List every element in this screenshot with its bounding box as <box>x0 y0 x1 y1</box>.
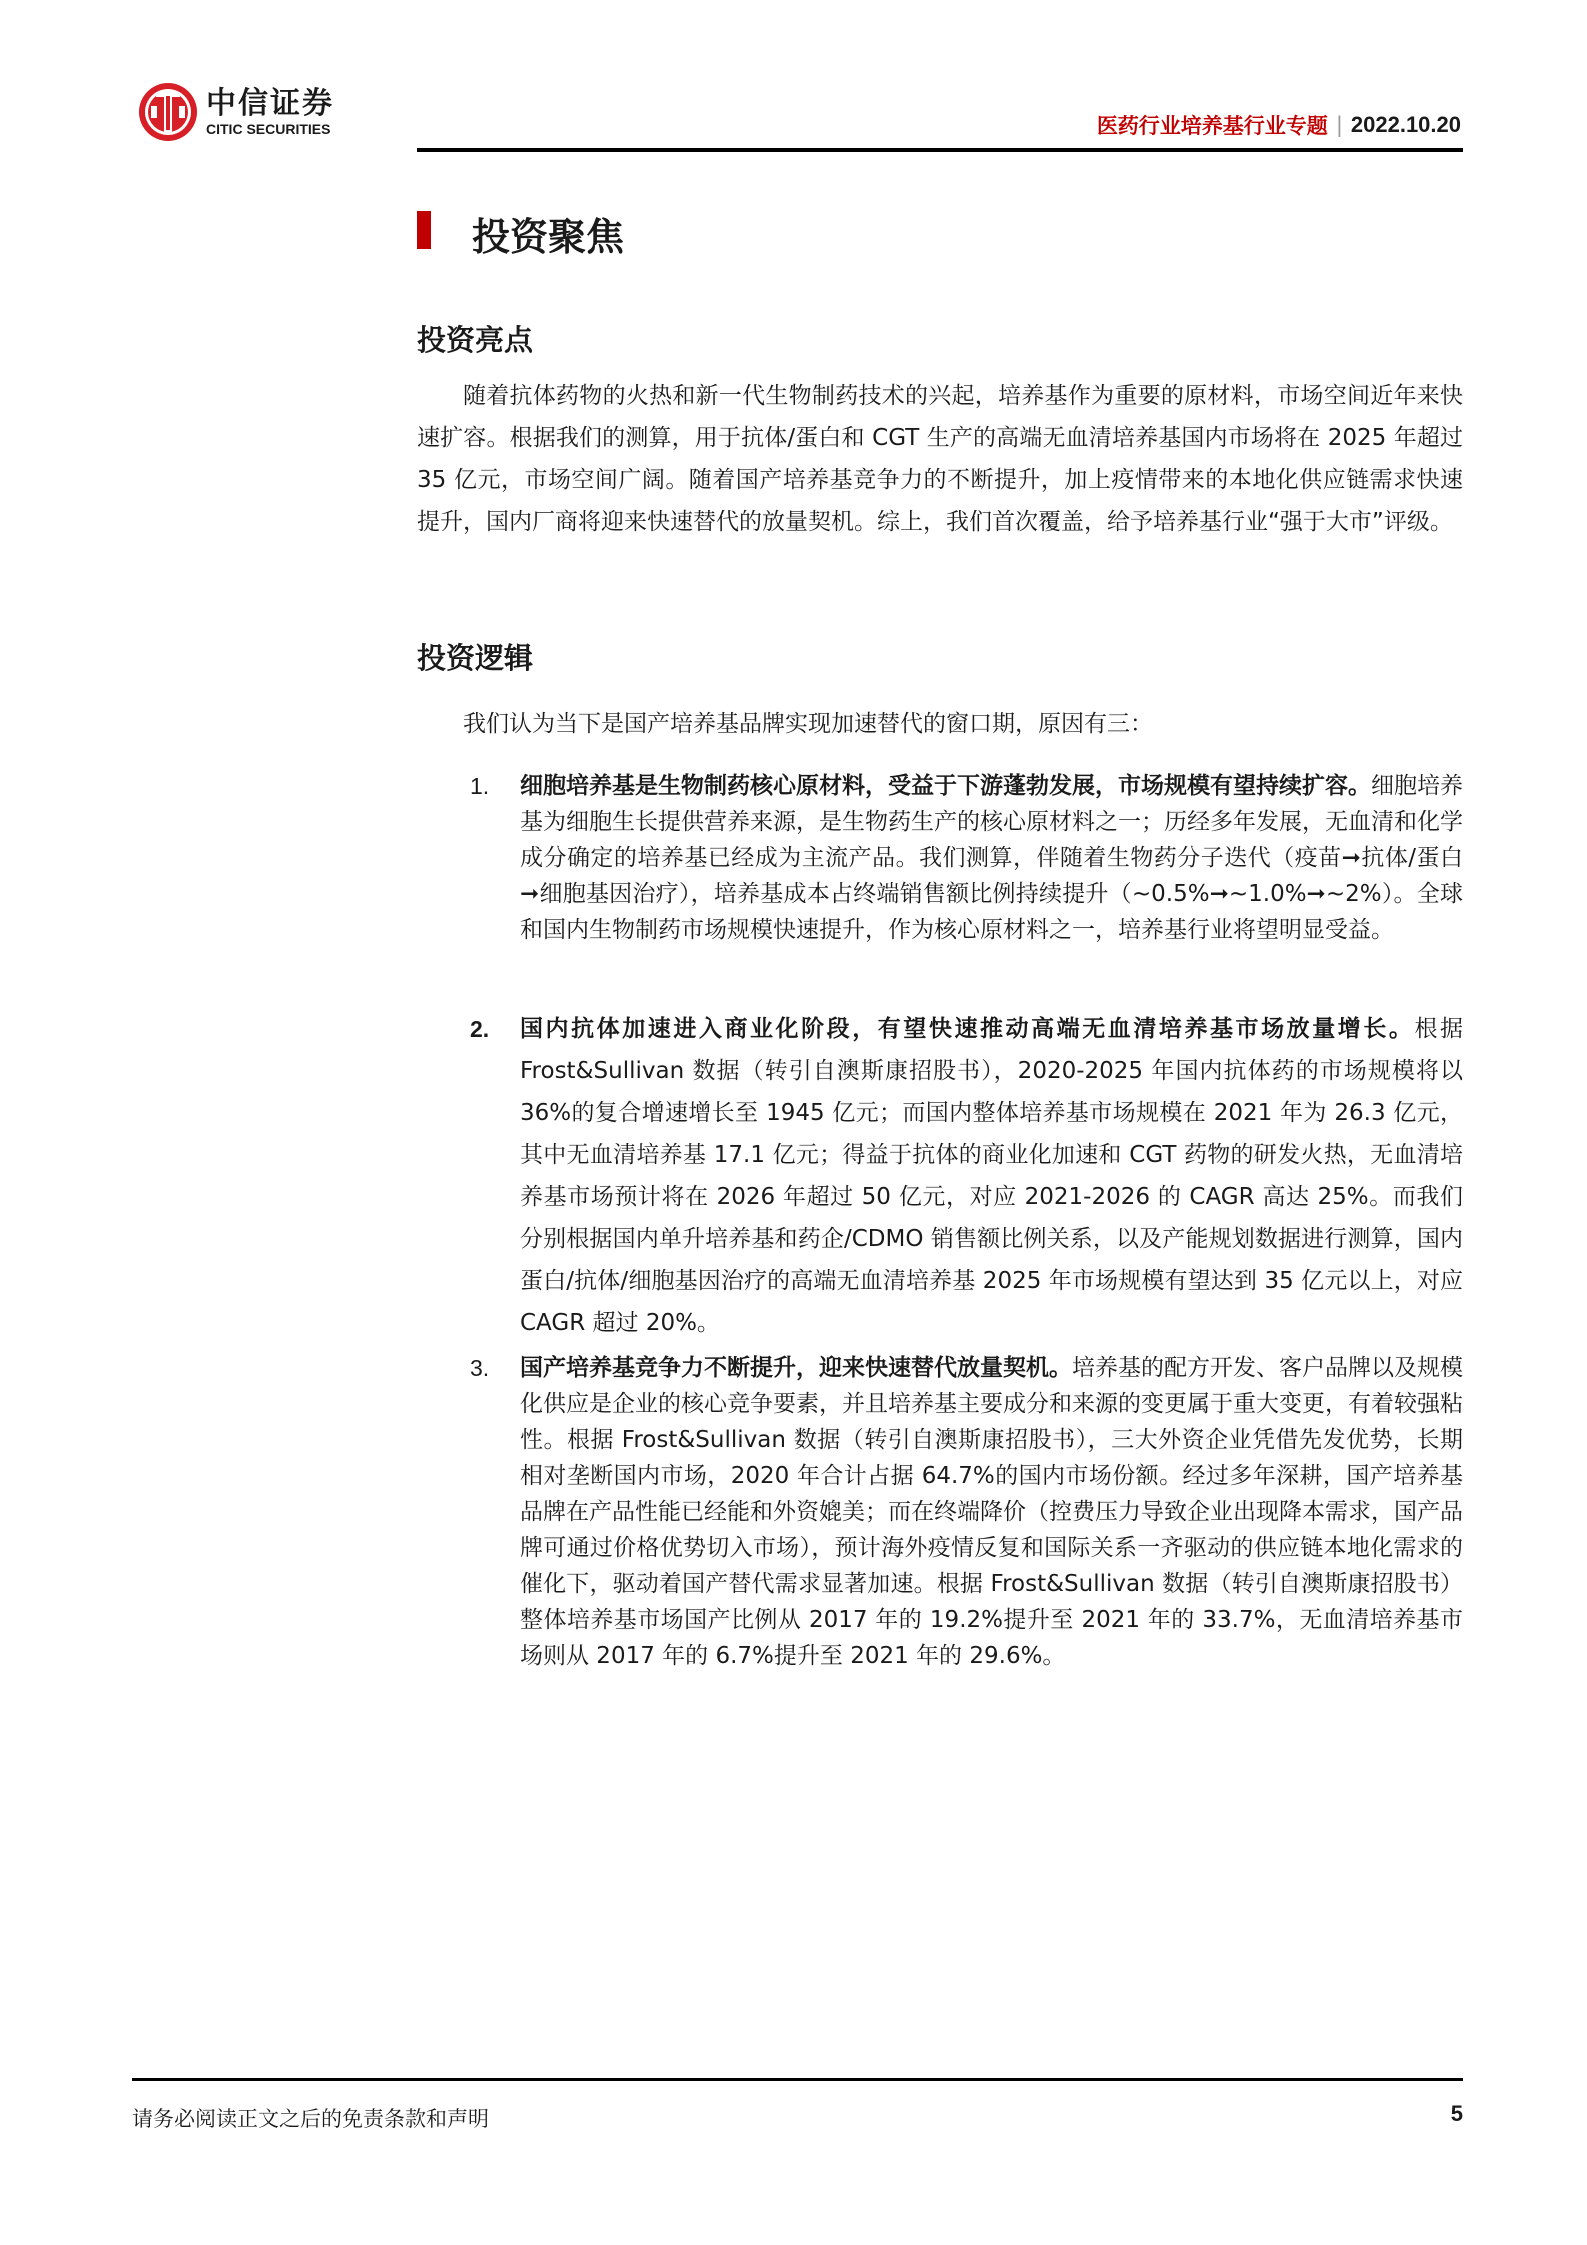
list-body: 细胞培养基为细胞生长提供营养来源，是生物药生产的核心原材料之一；历经多年发展，无血清和化学成分确定的培养基已经成为主流产品。我们测算，伴随着生物药分子迭代（疫苗➞抗体/蛋白➞细胞基因治疗），培养基成本占终端销售额比例持续提升（~0.5%➞~1.0%➞~2%）。全球和国内生物制药市场规模快速提升，作为核心原材料之一，培养基行业将望明显受益。 <box>520 773 1463 943</box>
header-divider <box>417 148 1463 152</box>
list-body: 培养基的配方开发、客户品牌以及规模化供应是企业的核心竞争要素，并且培养基主要成分和来源的变更属于重大变更，有着较强粘性。根据 Frost&Sullivan 数据（转引自澳斯康招股书），三大外资企业凭借先发优势，长期相对垄断国内市场，2020 年合计占据 64.7%的国内市场份额。经过多年深耕，国产培养基品牌在产品性能已经能和外资媲美；而在终端降价（控费压力导致企业出现降本需求，国产品牌可通过价格优势切入市场），预计海外疫情反复和国际关系一齐驱动的供应链本地化需求的催化下，驱动着国产替代需求显著加速。根据 Frost&Sullivan 数据（转引自澳斯康招股书）整体培养基市场国产比例从 2017 年的 19.2%提升至 2021 年的 33.7%，无血清培养基市场则从 2017 年的 6.7%提升至 2021 年的 29.6%。 <box>520 1355 1463 1669</box>
list-number: 3. <box>470 1355 490 1381</box>
list-item <box>470 1008 1463 1344</box>
highlights-heading: 投资亮点 <box>417 323 534 357</box>
list-item <box>470 1350 1463 1674</box>
list-lead: 细胞培养基是生物制药核心原材料，受益于下游蓬勃发展，市场规模有望持续扩容。 <box>520 773 1371 799</box>
disclaimer-notice: 请务必阅读正文之后的免责条款和声明 <box>132 2107 489 2131</box>
list-lead: 国内抗体加速进入商业化阶段，有望快速推动高端无血清培养基市场放量增长。 <box>520 1016 1415 1042</box>
page-number: 5 <box>1450 2101 1463 2126</box>
logo-chinese-name: 中信证券 <box>206 86 334 121</box>
logo-english-name: CITIC SECURITIES <box>206 121 331 137</box>
logic-intro: 我们认为当下是国产培养基品牌实现加速替代的窗口期，原因有三： <box>463 711 1153 737</box>
citic-logo-icon <box>138 82 198 142</box>
report-header <box>1097 110 1461 140</box>
list-number: 2. <box>470 1016 490 1042</box>
list-number: 1. <box>470 773 490 799</box>
footer-divider <box>132 2078 1463 2081</box>
list-lead: 国产培养基竞争力不断提升，迎来快速替代放量契机。 <box>520 1355 1072 1381</box>
list-item <box>470 768 1463 948</box>
company-logo <box>138 82 334 142</box>
report-title: 医药行业培养基行业专题 <box>1096 114 1328 138</box>
report-date: 2022.10.20 <box>1350 112 1461 137</box>
section-marker <box>417 211 431 249</box>
section-title: 投资聚焦 <box>472 215 625 259</box>
highlights-paragraph: 随着抗体药物的火热和新一代生物制药技术的兴起，培养基作为重要的原材料，市场空间近年来快速扩容。根据我们的测算，用于抗体/蛋白和 CGT 生产的高端无血清培养基国内市场将在 2025 年超过 35 亿元，市场空间广阔。随着国产培养基竞争力的不断提升，加上疫情带来的本地化供应链需求快速提升，国内厂商将迎来快速替代的放量契机。综上，我们首次覆盖，给予培养基行业“强于大市”评级。 <box>417 383 1463 535</box>
header-separator: | <box>1335 113 1343 137</box>
logic-heading: 投资逻辑 <box>417 641 534 675</box>
list-body: 根据 Frost&Sullivan 数据（转引自澳斯康招股书），2020-2025 年国内抗体药的市场规模将以 36%的复合增速增长至 1945 亿元；而国内整体培养基市场规模在 2021 年为 26.3 亿元，其中无血清培养基 17.1 亿元；得益于抗体的商业化加速和 CGT 药物的研发火热，无血清培养基市场预计将在 2026 年超过 50 亿元，对应 2021-2026 的 CAGR 高达 25%。而我们分别根据国内单升培养基和药企/CDMO 销售额比例关系，以及产能规划数据进行测算，国内蛋白/抗体/细胞基因治疗的高端无血清培养基 2025 年市场规模有望达到 35 亿元以上，对应 CAGR 超过 20%。 <box>520 1016 1464 1336</box>
